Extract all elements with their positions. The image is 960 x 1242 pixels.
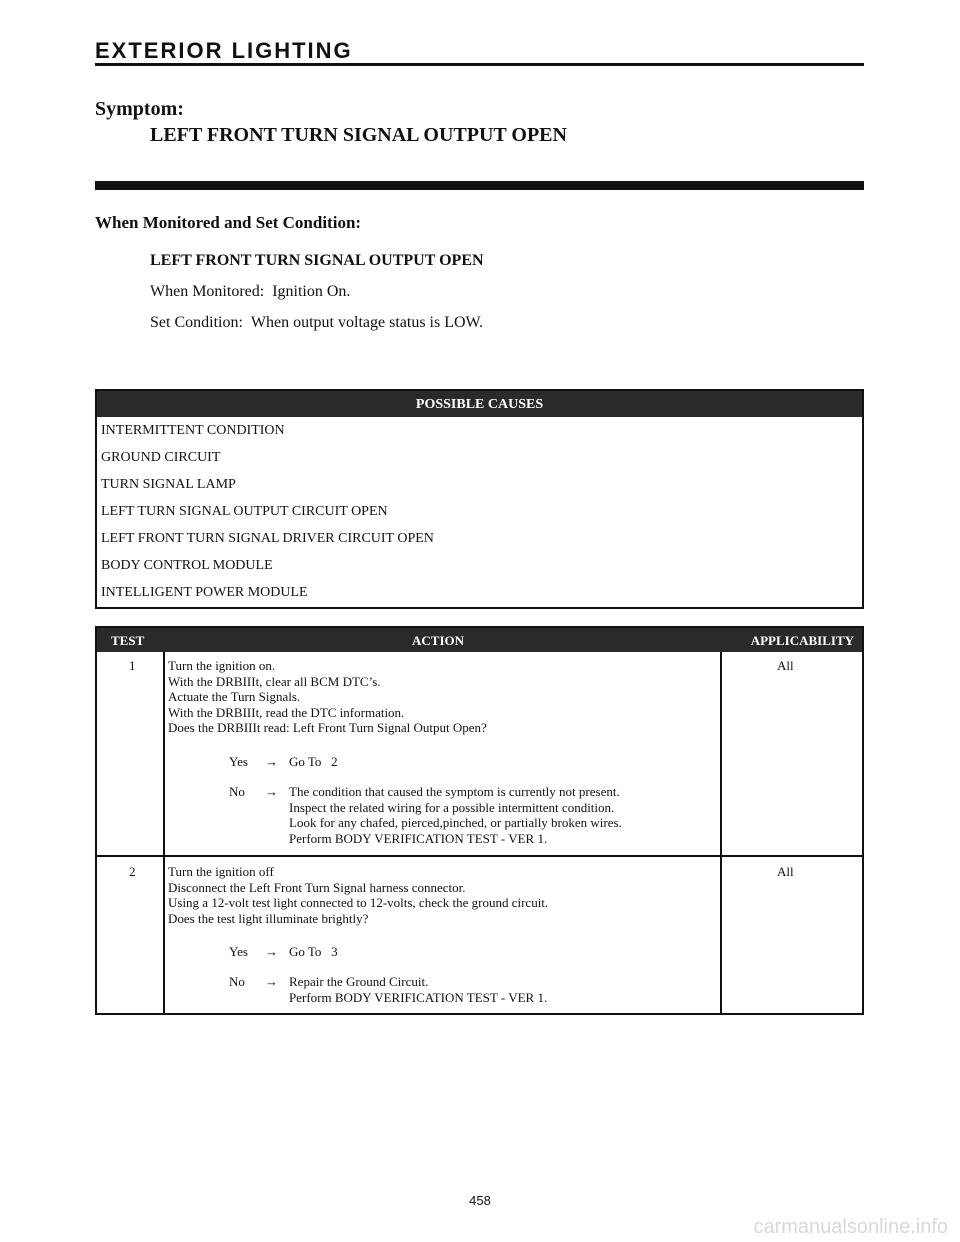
section-title: EXTERIOR LIGHTING xyxy=(95,38,353,63)
arrow-icon: → xyxy=(265,944,278,959)
no-result-line: Look for any chafed, pierced,pinched, or partially broken wires. xyxy=(289,815,622,831)
action-line: Turn the ignition off xyxy=(168,864,274,879)
no-result-line: Inspect the related wiring for a possible intermittent condition. xyxy=(289,799,615,815)
possible-causes-table xyxy=(95,389,864,609)
action-line: Disconnect the Left Front Turn Signal harness connector. xyxy=(168,879,466,895)
action-line: Turn the ignition on. xyxy=(168,658,276,673)
arrow-icon: → xyxy=(265,784,278,799)
no-label: No xyxy=(229,974,245,989)
when-monitored-line xyxy=(150,283,350,301)
no-result-line: The condition that caused the symptom is currently not present. xyxy=(289,784,620,799)
cause-item: BODY CONTROL MODULE xyxy=(101,558,273,573)
test-table-header xyxy=(97,628,862,652)
no-result-line: Perform BODY VERIFICATION TEST - VER 1. xyxy=(289,989,548,1005)
cause-item: LEFT TURN SIGNAL OUTPUT CIRCUIT OPEN xyxy=(101,504,388,519)
column-divider xyxy=(163,652,165,1013)
arrow-icon: → xyxy=(265,754,278,769)
action-line: With the DRBIIIt, clear all BCM DTC’s. xyxy=(168,673,381,689)
action-line: With the DRBIIIt, read the DTC information. xyxy=(168,704,405,720)
yes-label: Yes xyxy=(229,944,248,959)
test-number: 2 xyxy=(129,864,136,879)
test-number: 1 xyxy=(129,658,136,673)
no-label: No xyxy=(229,784,245,799)
when-monitored-label: When Monitored: xyxy=(150,283,265,300)
set-condition-line xyxy=(150,314,483,332)
row-divider xyxy=(97,855,862,857)
action-line: Does the DRBIIIt read: Left Front Turn Signal Output Open? xyxy=(168,720,487,736)
possible-causes-header: POSSIBLE CAUSES xyxy=(97,391,862,417)
test-applicability: All xyxy=(777,658,794,673)
monitor-heading: When Monitored and Set Condition: xyxy=(95,213,362,232)
test-table xyxy=(95,626,864,1015)
section-divider xyxy=(95,181,864,190)
cause-item: INTERMITTENT CONDITION xyxy=(101,423,285,438)
no-result-line: Perform BODY VERIFICATION TEST - VER 1. xyxy=(289,830,548,846)
cause-item: GROUND CIRCUIT xyxy=(101,450,221,465)
yes-label: Yes xyxy=(229,754,248,769)
monitor-subtitle: LEFT FRONT TURN SIGNAL OUTPUT OPEN xyxy=(150,252,484,269)
header-action: ACTION xyxy=(412,633,465,648)
header-applicability: APPLICABILITY xyxy=(750,633,854,648)
test-applicability: All xyxy=(777,864,794,879)
no-result xyxy=(289,784,719,846)
title-rule xyxy=(95,63,864,66)
no-result-line: Repair the Ground Circuit. xyxy=(289,974,429,989)
set-condition-value: When output voltage status is LOW. xyxy=(250,314,484,331)
yes-result: Go To 2 xyxy=(289,754,338,769)
symptom-label: Symptom: xyxy=(95,98,184,120)
test-actions xyxy=(168,658,718,736)
test-actions xyxy=(168,864,718,926)
cause-item: TURN SIGNAL LAMP xyxy=(101,477,236,492)
cause-item: INTELLIGENT POWER MODULE xyxy=(101,585,308,600)
column-divider xyxy=(720,652,722,1013)
action-line: Actuate the Turn Signals. xyxy=(168,689,301,705)
action-line: Using a 12-volt test light connected to 12-volts, check the ground circuit. xyxy=(168,895,549,911)
yes-result: Go To 3 xyxy=(289,944,338,959)
header-test: TEST xyxy=(111,633,145,648)
page-number: 458 xyxy=(469,1193,491,1208)
symptom-title: LEFT FRONT TURN SIGNAL OUTPUT OPEN xyxy=(150,124,567,146)
when-monitored-value: Ignition On. xyxy=(272,283,351,300)
set-condition-label: Set Condition: xyxy=(150,314,243,331)
no-result xyxy=(289,974,719,1005)
cause-item: LEFT FRONT TURN SIGNAL DRIVER CIRCUIT OPEN xyxy=(101,531,434,546)
watermark: carmanualsonline.info xyxy=(753,1216,948,1238)
arrow-icon: → xyxy=(265,974,278,989)
action-line: Does the test light illuminate brightly? xyxy=(168,910,369,926)
